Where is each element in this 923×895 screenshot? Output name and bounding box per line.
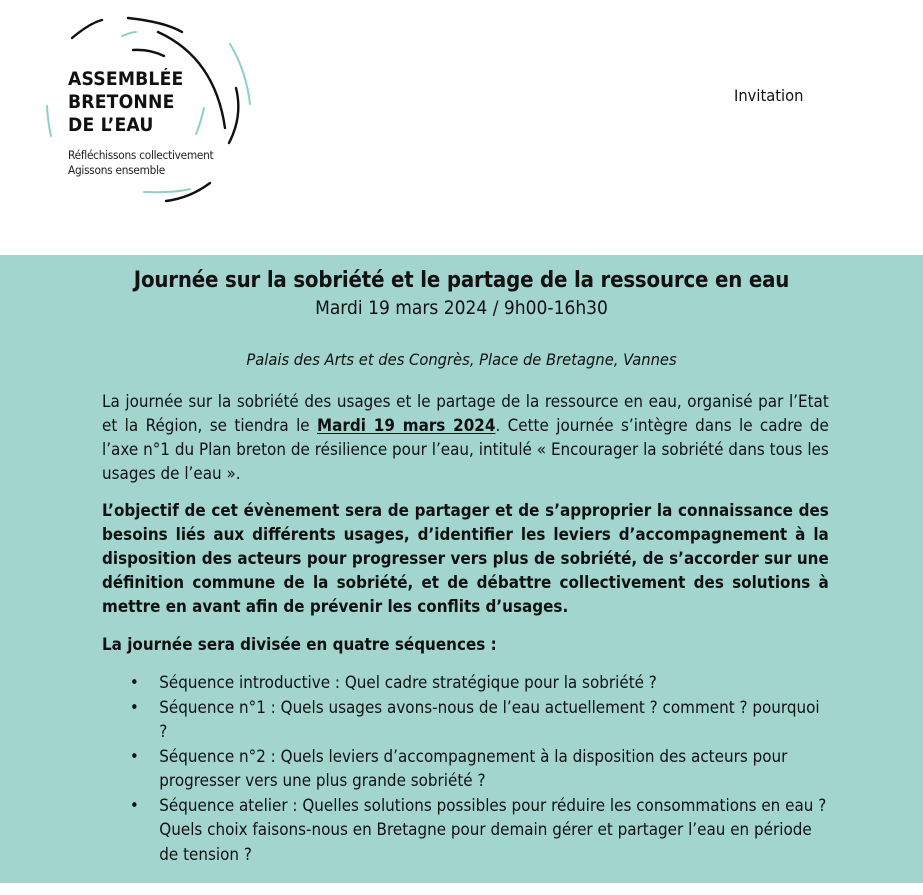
intro-paragraph [102, 390, 829, 486]
objective-paragraph: L’objectif de cet évènement sera de partager et de s’approprier la connaissance des besoins liés aux différents usages, d’identifier les leviers d’accompagnement à la disposition des acteurs pour progresser vers plus de sobriété, de s’accorder sur une définition commune de la sobriété, et de débattre collectivement des solutions à mettre en avant afin de prévenir les conflits d’usages. [102, 501, 829, 616]
sequence-item [128, 671, 832, 696]
logo-title [68, 68, 183, 137]
sequence-item [128, 794, 832, 868]
event-venue: Palais des Arts et des Congrès, Place de Bretagne, Vannes [246, 350, 677, 369]
sequence-text: Séquence introductive : Quel cadre stratégique pour la sobriété ? [159, 673, 657, 692]
header [0, 0, 923, 255]
sequence-list [128, 671, 832, 867]
logo-tagline-line: Réfléchissons collectivement [68, 148, 214, 162]
sequence-item [128, 745, 832, 794]
intro-date-highlight: Mardi 19 mars 2024 [317, 416, 496, 435]
sequence-text: Séquence atelier : Quelles solutions possibles pour réduire les consommations en eau ? Quels choix faisons-nous en Bretagne pour demain gérer et partager l’eau en période de tension ? [159, 795, 827, 864]
bullet-icon: • [129, 795, 139, 815]
logo-title-line: BRETONNE [68, 92, 175, 113]
logo-title-line: DE L’EAU [68, 115, 154, 136]
event-date-time: Mardi 19 mars 2024 / 9h00-16h30 [315, 297, 608, 319]
intro-text-after: . Cette journée s’intègre dans le cadre de l’axe n°1 du Plan breton de résilience pour l’eau, intitulé « Encourager la sobriété dans tous les usages de l’eau ». [102, 416, 829, 483]
sequences-intro: La journée sera divisée en quatre séquences : [102, 635, 497, 654]
bullet-icon: • [129, 673, 139, 692]
logo-title-line: ASSEMBLÉE [68, 69, 184, 90]
document-type-label: Invitation [734, 86, 804, 105]
bullet-icon: • [129, 697, 139, 717]
sequence-text: Séquence n°2 : Quels leviers d’accompagnement à la disposition des acteurs pour progresser vers une plus grande sobriété ? [159, 746, 788, 790]
intro-text-before: La journée sur la sobriété des usages et le partage de la ressource en eau, organisé par l’Etat et la Région, se tiendra le [102, 392, 829, 435]
event-title: Journée sur la sobriété et le partage de la ressource en eau [133, 268, 790, 293]
sequence-item [128, 696, 832, 745]
logo-tagline-line: Agissons ensemble [68, 163, 165, 177]
logo-tagline [68, 148, 213, 178]
sequence-text: Séquence n°1 : Quels usages avons-nous de l’eau actuellement ? comment ? pourquoi ? [159, 697, 820, 741]
bullet-icon: • [129, 746, 139, 766]
